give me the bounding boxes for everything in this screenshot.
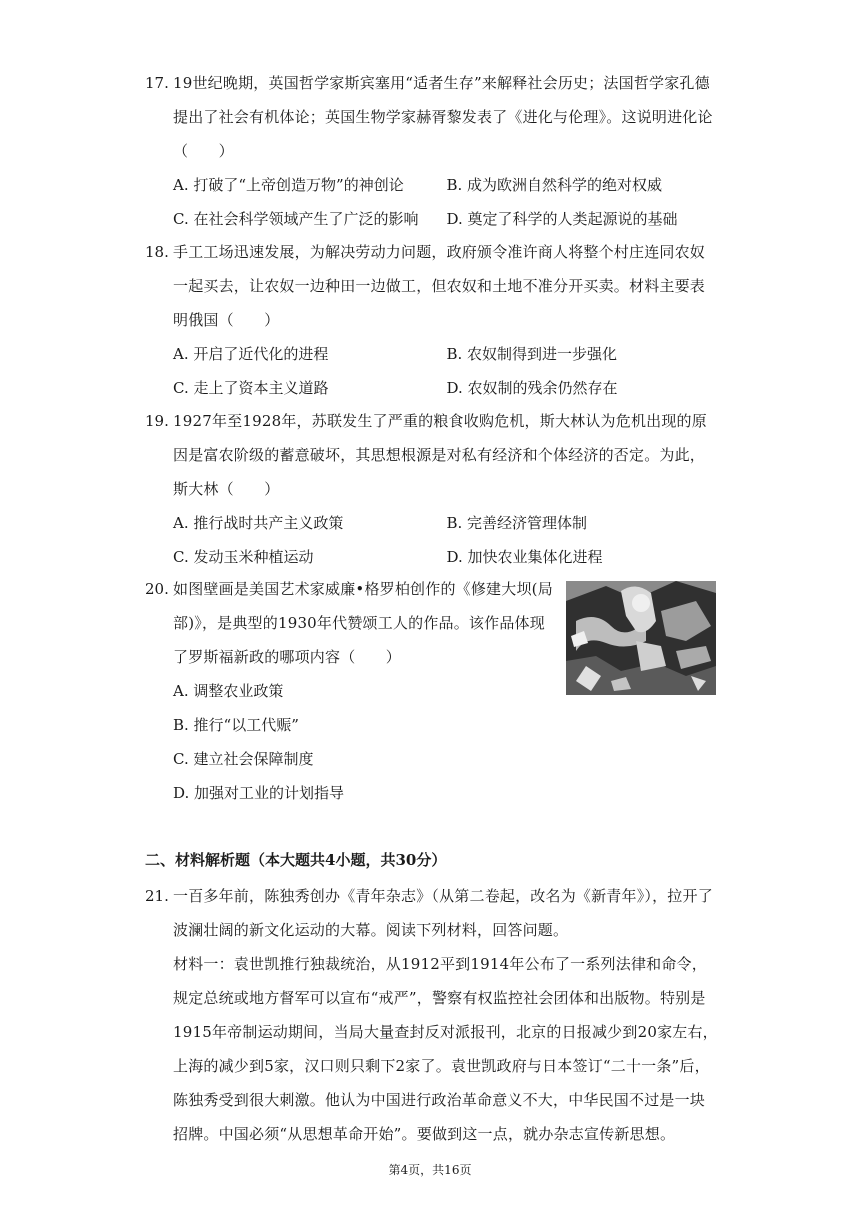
option-c: C. 发动玉米种植运动 [173,548,314,566]
question-20 [145,572,555,810]
question-stem: 19世纪晚期，英国哲学家斯宾塞用“适者生存”来解释社会历史；法国哲学家孔德提出了社会有机体论；英国生物学家赫胥黎发表了《进化与伦理》。这说明进化论（ ） [173,74,713,160]
option-b: B. 完善经济管理体制 [446,514,588,532]
option-b: B. 推行“以工代赈” [173,716,299,734]
options [173,337,720,405]
option-d: D. 加快农业集体化进程 [446,548,603,566]
options [173,674,555,810]
section-heading: 二、材料解析题（本大题共4小题，共30分） [145,851,447,869]
material-one: 材料一：袁世凯推行独裁统治，从1912平到1914年公布了一系列法律和命令，规定总统或地方督军可以宣布“戒严”，警察有权监控社会团体和出版物。特别是1915年帝制运动期间，当局大量查封反对派报刊，北京的日报减少到20家左右，上海的减少到5家，汉口则只剩下2家了。袁世凯政府与日本签订“二十一条”后，陈独秀受到很大刺激。他认为中国进行政治革命意义不大，中华民国不过是一块招牌。中国必须“从思想革命开始”。要做到这一点，就办杂志宣传新思想。 [173,955,718,1143]
question-stem: 一百多年前，陈独秀创办《青年杂志》（从第二卷起，改名为《新青年》），拉开了波澜壮阔的新文化运动的大幕。阅读下列材料，回答问题。 [173,887,713,939]
question-17 [145,66,720,236]
option-a: A. 调整农业政策 [173,682,284,700]
options [173,168,720,236]
question-number: 21. [145,887,169,905]
option-c: C. 在社会科学领域产生了广泛的影响 [173,210,419,228]
option-a: A. 开启了近代化的进程 [173,345,329,363]
question-number: 17. [145,74,169,92]
page-footer: 第4页，共16页 [388,1163,472,1177]
option-a: A. 打破了“上帝创造万物”的神创论 [173,176,404,194]
option-d: D. 农奴制的残余仍然存在 [446,379,618,397]
question-18 [145,235,720,405]
question-stem: 如图壁画是美国艺术家威廉•格罗柏创作的《修建大坝(局部)》，是典型的1930年代赞颂工人的作品。该作品体现了罗斯福新政的哪项内容（ ） [173,580,553,666]
option-a: A. 推行战时共产主义政策 [173,514,344,532]
option-c: C. 建立社会保障制度 [173,750,314,768]
question-stem: 1927年至1928年，苏联发生了严重的粮食收购危机，斯大林认为危机出现的原因是富农阶级的蓄意破坏，其思想根源是对私有经济和个体经济的否定。为此，斯大林（ ） [173,412,707,498]
options [173,506,720,574]
question-19 [145,404,720,574]
option-b: B. 成为欧洲自然科学的绝对权威 [446,176,663,194]
question-21 [145,879,720,1151]
question-number: 19. [145,412,169,430]
mural-image [566,581,716,695]
option-c: C. 走上了资本主义道路 [173,379,329,397]
question-stem: 手工工场迅速发展，为解决劳动力问题，政府颁令准许商人将整个村庄连同农奴一起买去，让农奴一边种田一边做工，但农奴和土地不准分开买卖。材料主要表明俄国（ ） [173,243,706,329]
option-d: D. 加强对工业的计划指导 [173,784,345,802]
question-number: 18. [145,243,169,261]
option-b: B. 农奴制得到进一步强化 [446,345,618,363]
question-number: 20. [145,580,169,598]
option-d: D. 奠定了科学的人类起源说的基础 [446,210,678,228]
